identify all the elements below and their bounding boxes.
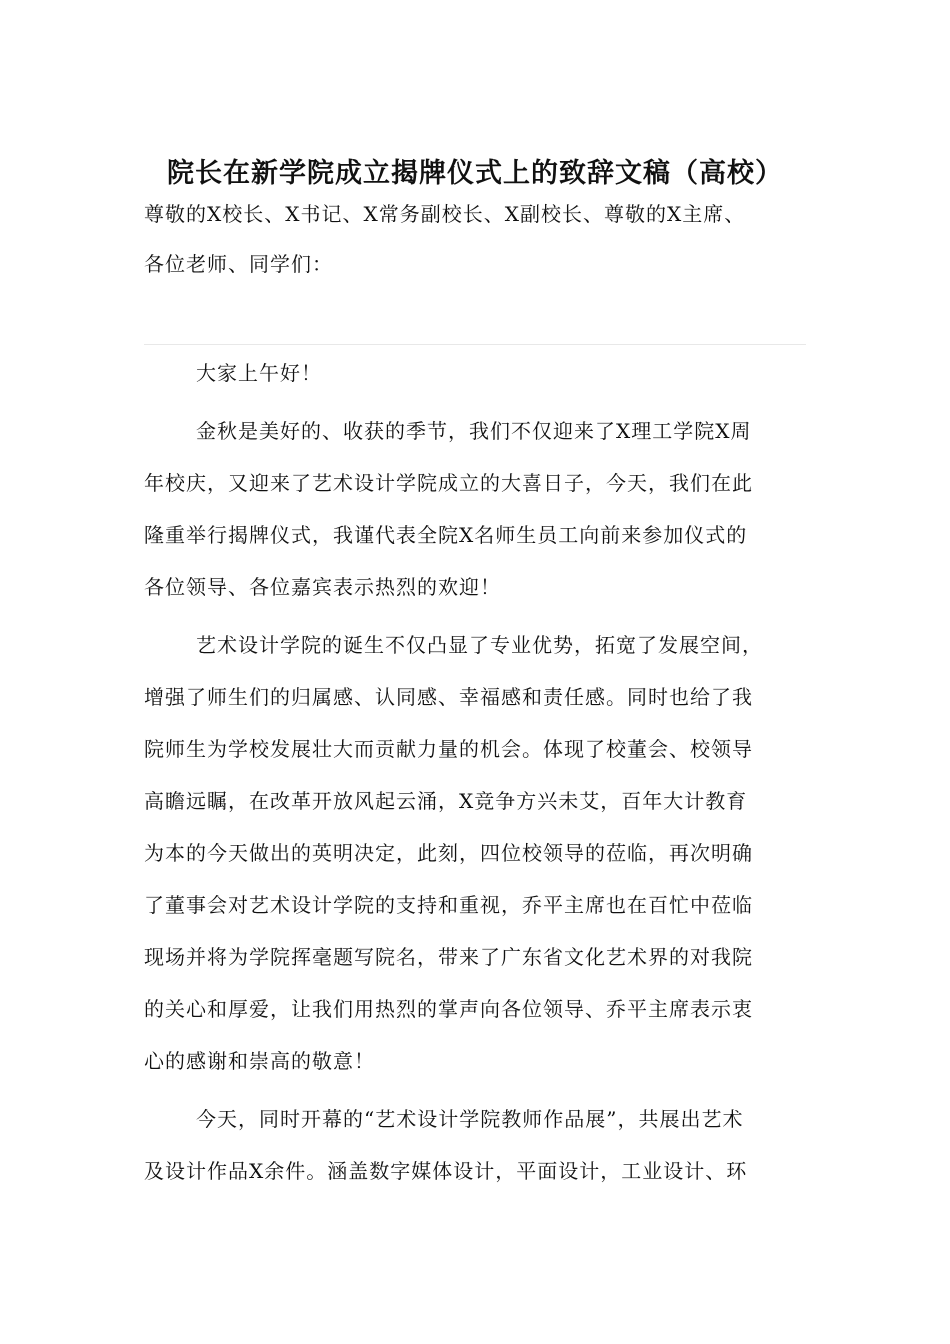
text-line: 年校庆，又迎来了艺术设计学院成立的大喜日子，今天，我们在此 <box>144 471 753 495</box>
text-line: 隆重举行揭牌仪式，我谨代表全院X名师生员工向前来参加仪式的 <box>144 523 748 547</box>
document-body <box>144 347 809 1203</box>
salutation-line: 各位老师、同学们： <box>144 252 333 276</box>
text-line: 院师生为学校发展壮大而贡献力量的机会。体现了校董会、校领导 <box>144 737 753 761</box>
text-line: 及设计作品X余件。涵盖数字媒体设计，平面设计，工业设计、环 <box>144 1159 748 1183</box>
salutation-line: 尊敬的X校长、X书记、X常务副校长、X副校长、尊敬的X主席、 <box>144 202 746 226</box>
text-line: 心的感谢和崇高的敬意！ <box>144 1049 375 1073</box>
salutation <box>144 189 809 289</box>
section-divider <box>144 344 806 345</box>
text-line: 今天，同时开幕的“艺术设计学院教师作品展”，共展出艺术 <box>196 1107 744 1131</box>
text-line: 高瞻远瞩，在改革开放风起云涌，X竞争方兴未艾，百年大计教育 <box>144 789 748 813</box>
paragraph-exhibition <box>144 1093 809 1197</box>
document-title: 院长在新学院成立揭牌仪式上的致辞文稿（高校） <box>167 158 783 189</box>
text-line: 现场并将为学院挥毫题写院名，带来了广东省文化艺术界的对我院 <box>144 945 753 969</box>
text-line: 的关心和厚爱，让我们用热烈的掌声向各位领导、乔平主席表示衷 <box>144 997 753 1021</box>
text-line: 增强了师生们的归属感、认同感、幸福感和责任感。同时也给了我 <box>144 685 753 709</box>
text-line: 大家上午好！ <box>196 361 322 385</box>
text-line: 各位领导、各位嘉宾表示热烈的欢迎！ <box>144 575 501 599</box>
paragraph-welcome <box>144 405 809 613</box>
paragraph-significance <box>144 619 809 1087</box>
paragraph-greeting <box>144 347 809 399</box>
text-line: 金秋是美好的、收获的季节，我们不仅迎来了X理工学院X周 <box>196 419 752 443</box>
text-line: 艺术设计学院的诞生不仅凸显了专业优势，拓宽了发展空间， <box>196 633 763 657</box>
text-line: 了董事会对艺术设计学院的支持和重视，乔平主席也在百忙中莅临 <box>144 893 753 917</box>
text-line: 为本的今天做出的英明决定，此刻，四位校领导的莅临，再次明确 <box>144 841 753 865</box>
